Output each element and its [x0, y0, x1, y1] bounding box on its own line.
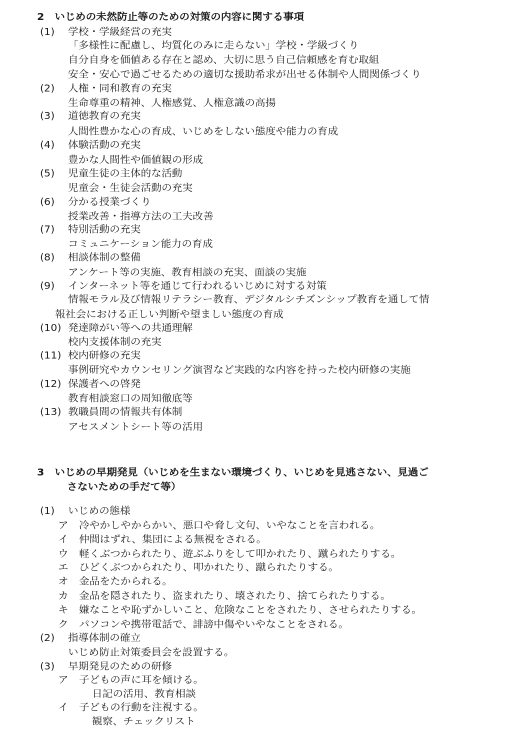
- subitem-detail: 観察、チェックリスト: [92, 716, 196, 728]
- subitem-mark: オ: [58, 576, 69, 588]
- item-title: 校内研修の充実: [68, 350, 141, 362]
- item-detail: 児童会・生徒会活動の充実: [68, 182, 193, 194]
- subitem-mark: ウ: [58, 548, 69, 560]
- subitem-text: 仲間はずれ、集団による無視をされる。: [79, 534, 267, 546]
- subitem-mark: ア: [58, 674, 69, 686]
- item-detail: 「多様性に配慮し、均質化のみに走らない」学校・学級づくり: [68, 40, 359, 52]
- item-title: 早期発見のための研修: [68, 661, 172, 673]
- item-number: (5): [40, 168, 55, 180]
- subitem-mark: ク: [58, 619, 69, 631]
- subitem-mark: イ: [58, 534, 69, 546]
- item-number: (12): [40, 378, 62, 390]
- subitem-mark: ア: [58, 520, 69, 532]
- item-number: (3): [40, 110, 55, 122]
- section-2-heading: 2 いじめの未然防止等のための対策の内容に関する事項: [37, 11, 304, 23]
- item-number: (4): [40, 139, 55, 151]
- item-number: (1): [40, 26, 55, 38]
- subitem-text: パソコンや携帯電話で、誹謗中傷やいやなことをされる。: [79, 619, 349, 631]
- subitem-text: 金品をたかられる。: [79, 576, 173, 588]
- subitem-mark: イ: [58, 702, 69, 714]
- subitem-text: 冷やかしやからかい、悪口や脅し文句、いやなことを言われる。: [79, 520, 381, 532]
- item-detail: 教育相談窓口の周知徹底等: [68, 393, 193, 405]
- item-detail: 自分自身を価値ある存在と認め、大切に思う自己信頼感を育む取組: [68, 54, 380, 66]
- item-detail: 授業改善・指導方法の工夫改善: [68, 211, 214, 223]
- item-detail: 校内支援体制の充実: [68, 336, 162, 348]
- item-number: (9): [40, 280, 55, 292]
- item-number: (2): [40, 83, 55, 95]
- item-detail: 報社会における正しい判断や望ましい態度の育成: [55, 309, 284, 321]
- item-number: (2): [40, 632, 55, 644]
- subitem-detail: 日記の活用、教育相談: [92, 688, 196, 700]
- subitem-mark: キ: [58, 604, 69, 616]
- item-title: いじめの態様: [68, 505, 131, 517]
- item-detail: アセスメントシート等の活用: [68, 421, 203, 433]
- item-detail: アンケート等の実施、教育相談の充実、面談の実施: [68, 267, 307, 279]
- item-title: 体験活動の充実: [68, 139, 141, 151]
- item-detail: いじめ防止対策委員会を設置する。: [68, 647, 235, 659]
- subitem-text: 軽くぶつかられたり、遊ぶふりをして叩かれたり、蹴られたりする。: [79, 548, 402, 560]
- item-title: 特別活動の充実: [68, 224, 141, 236]
- item-number: (10): [40, 322, 62, 334]
- item-title: インターネット等を通じて行われるいじめに対する対策: [68, 280, 327, 292]
- item-title: 保護者への啓発: [68, 378, 141, 390]
- item-title: 発達障がい等への共通理解: [68, 322, 193, 334]
- item-number: (8): [40, 252, 55, 264]
- item-title: 児童生徒の主体的な活動: [68, 168, 183, 180]
- item-detail: コミュニケーション能力の育成: [68, 238, 213, 250]
- section-3-heading: 3 いじめの早期発見（いじめを生まない環境づくり、いじめを見逃さない、見過ご: [37, 467, 429, 479]
- item-number: (13): [40, 406, 62, 418]
- item-title: 相談体制の整備: [68, 252, 141, 264]
- subitem-mark: エ: [58, 562, 69, 574]
- subitem-text: 金品を隠されたり、盗まれたり、壊されたり、捨てられたりする。: [79, 590, 391, 602]
- item-title: 人権・同和教育の充実: [68, 83, 172, 95]
- subitem-text: 子どもの声に耳を傾ける。: [79, 674, 204, 686]
- item-number: (6): [40, 196, 55, 208]
- item-title: 分かる授業づくり: [68, 196, 152, 208]
- item-number: (3): [40, 661, 55, 673]
- item-number: (1): [40, 505, 55, 517]
- item-detail: 情報モラル及び情報リテラシー教育、デジタルシチズンシップ教育を通して情: [68, 294, 430, 306]
- item-number: (11): [40, 350, 62, 362]
- section-3-heading-continued: さないための手だて等）: [67, 481, 182, 493]
- subitem-mark: カ: [58, 590, 69, 602]
- item-title: 教職員間の情報共有体制: [68, 406, 183, 418]
- item-number: (7): [40, 224, 55, 236]
- item-detail: 安全・安心で過ごせるための適切な援助希求が出せる体制や人間関係づくり: [68, 69, 422, 81]
- item-title: 指導体制の確立: [68, 632, 141, 644]
- subitem-text: 嫌なことや恥ずかしいこと、危険なことをされたり、させられたりする。: [79, 604, 422, 616]
- subitem-text: 子どもの行動を注視する。: [79, 702, 204, 714]
- item-detail: 人間性豊かな心の育成、いじめをしない態度や能力の育成: [68, 126, 339, 138]
- item-detail: 事例研究やカウンセリング演習など実践的な内容を持った校内研修の実施: [68, 364, 411, 376]
- item-title: 道徳教育の充実: [68, 110, 141, 122]
- subitem-text: ひどくぶつかられたり、叩かれたり、蹴られたりする。: [79, 562, 339, 574]
- item-detail: 豊かな人間性や価値観の形成: [68, 154, 204, 166]
- item-detail: 生命尊重の精神、人権感覚、人権意識の高揚: [68, 97, 276, 109]
- item-title: 学校・学級経営の充実: [68, 26, 172, 38]
